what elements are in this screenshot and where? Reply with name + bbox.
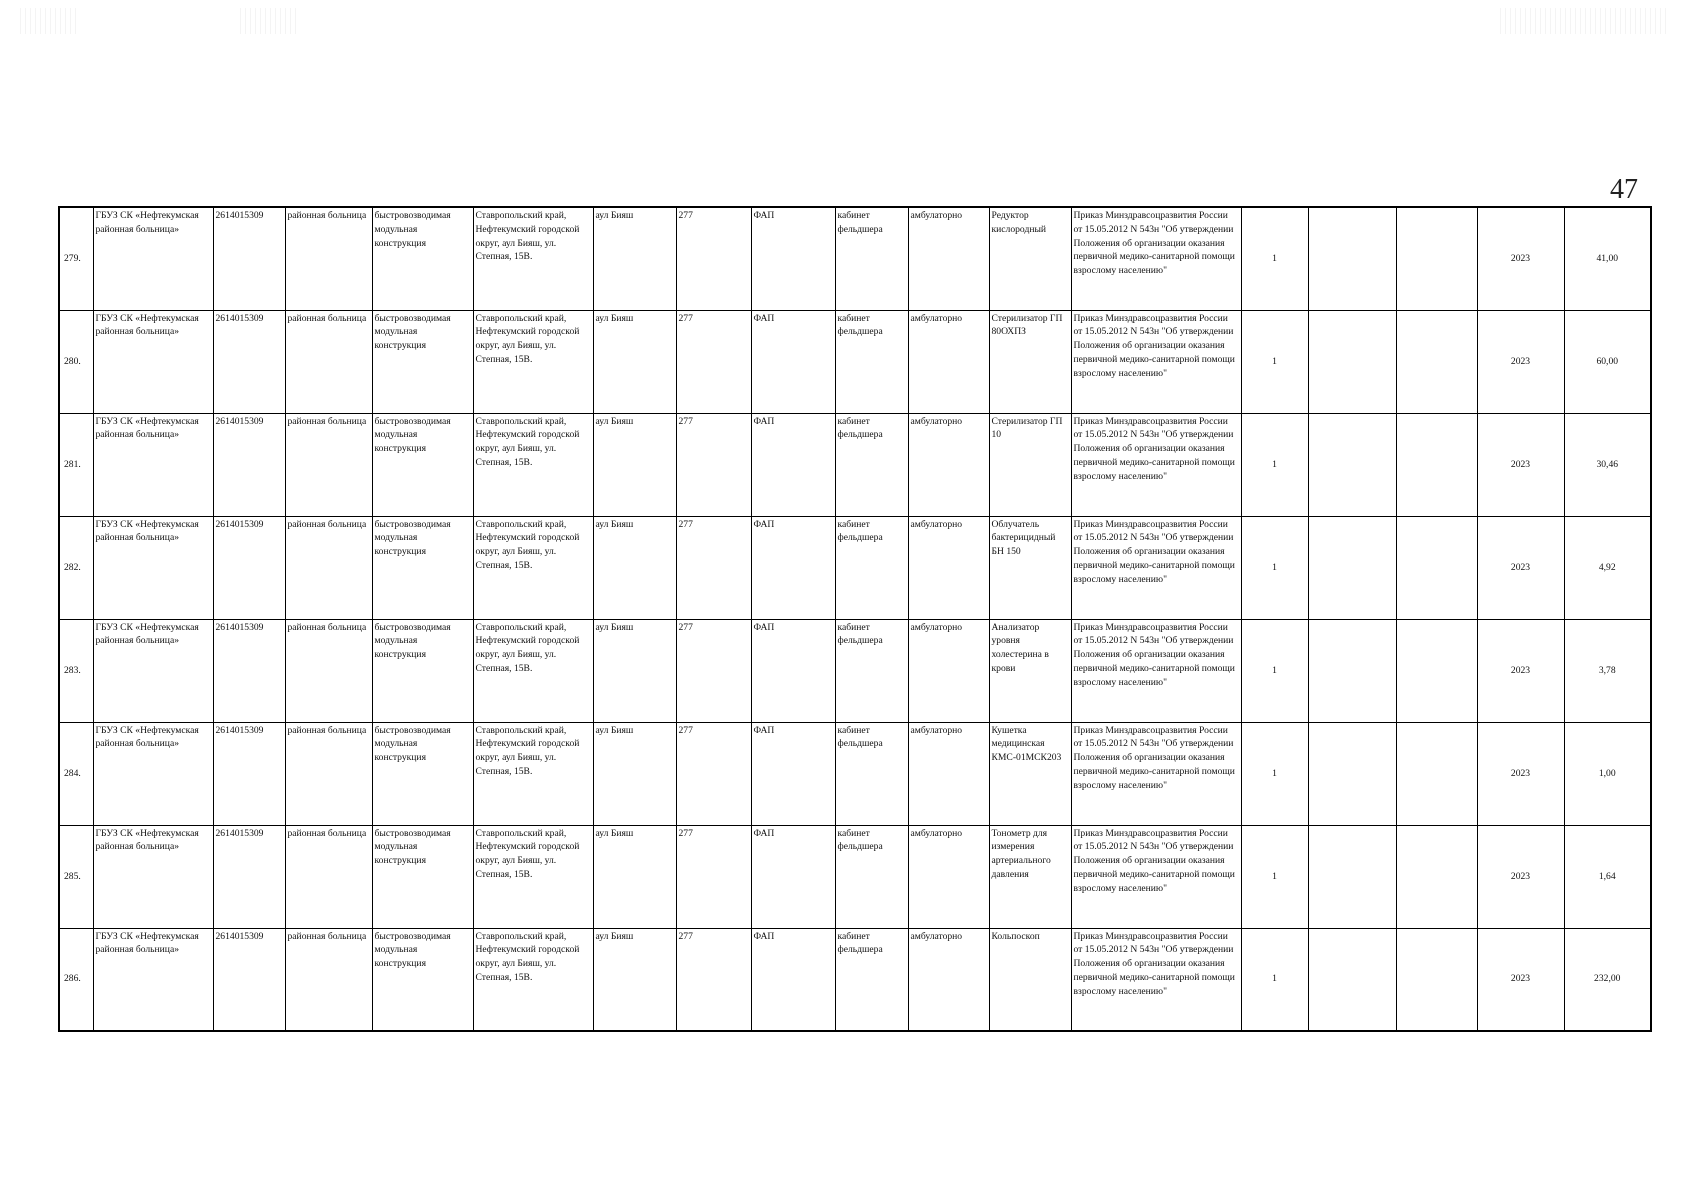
organization-name: ГБУЗ СК «Нефтекумская районная больница»: [93, 928, 213, 1031]
organization-name: ГБУЗ СК «Нефтекумская районная больница»: [93, 619, 213, 722]
empty-cell: [1308, 516, 1396, 619]
unit-type: ФАП: [751, 928, 835, 1031]
address: Ставропольский край, Нефтекумский городской округ, аул Бияш, ул. Степная, 15В.: [473, 516, 593, 619]
unit-type: ФАП: [751, 825, 835, 928]
unit-type: ФАП: [751, 516, 835, 619]
room: кабинет фельдшера: [835, 928, 908, 1031]
scan-artifact: [240, 8, 300, 34]
row-number: 284.: [59, 722, 93, 825]
table-row: [59, 310, 1651, 413]
regulatory-order: Приказ Минздравсоцразвития России от 15.05.2012 N 543н "Об утверждении Положения об организации оказания первичной медико-санитарной помощи взрослому населению": [1071, 722, 1241, 825]
care-form: амбулаторно: [908, 516, 989, 619]
empty-cell: [1396, 928, 1477, 1031]
population: 277: [676, 413, 751, 516]
quantity: 1: [1241, 825, 1308, 928]
inn-code: 2614015309: [213, 516, 285, 619]
care-form: амбулаторно: [908, 825, 989, 928]
settlement: аул Бияш: [593, 516, 676, 619]
empty-cell: [1396, 619, 1477, 722]
organization-name: ГБУЗ СК «Нефтекумская районная больница»: [93, 825, 213, 928]
settlement: аул Бияш: [593, 619, 676, 722]
address: Ставропольский край, Нефтекумский городской округ, аул Бияш, ул. Степная, 15В.: [473, 310, 593, 413]
year: 2023: [1477, 825, 1564, 928]
unit-type: ФАП: [751, 207, 835, 310]
equipment-name: Анализатор уровня холестерина в крови: [989, 619, 1071, 722]
equipment-name: Кушетка медицинская КМС-01МСК203: [989, 722, 1071, 825]
table-row: [59, 825, 1651, 928]
scan-artifact: [1500, 8, 1670, 34]
year: 2023: [1477, 516, 1564, 619]
empty-cell: [1396, 825, 1477, 928]
inn-code: 2614015309: [213, 413, 285, 516]
cost: 60,00: [1564, 310, 1651, 413]
quantity: 1: [1241, 516, 1308, 619]
empty-cell: [1396, 310, 1477, 413]
table-body: [59, 207, 1651, 1031]
registry-table: [58, 206, 1652, 1032]
address: Ставропольский край, Нефтекумский городской округ, аул Бияш, ул. Степная, 15В.: [473, 928, 593, 1031]
address: Ставропольский край, Нефтекумский городской округ, аул Бияш, ул. Степная, 15В.: [473, 619, 593, 722]
population: 277: [676, 310, 751, 413]
regulatory-order: Приказ Минздравсоцразвития России от 15.05.2012 N 543н "Об утверждении Положения об организации оказания первичной медико-санитарной помощи взрослому населению": [1071, 825, 1241, 928]
row-number: 279.: [59, 207, 93, 310]
year: 2023: [1477, 207, 1564, 310]
care-form: амбулаторно: [908, 207, 989, 310]
row-number: 282.: [59, 516, 93, 619]
quantity: 1: [1241, 413, 1308, 516]
structure-type: быстровозводимая модульная конструкция: [372, 310, 473, 413]
institution-type: районная больница: [285, 722, 372, 825]
empty-cell: [1308, 825, 1396, 928]
row-number: 281.: [59, 413, 93, 516]
empty-cell: [1308, 413, 1396, 516]
settlement: аул Бияш: [593, 928, 676, 1031]
empty-cell: [1396, 413, 1477, 516]
equipment-name: Облучатель бактерицидный БН 150: [989, 516, 1071, 619]
settlement: аул Бияш: [593, 413, 676, 516]
care-form: амбулаторно: [908, 928, 989, 1031]
population: 277: [676, 722, 751, 825]
table-row: [59, 207, 1651, 310]
organization-name: ГБУЗ СК «Нефтекумская районная больница»: [93, 310, 213, 413]
structure-type: быстровозводимая модульная конструкция: [372, 825, 473, 928]
scan-artifact: [20, 8, 80, 34]
inn-code: 2614015309: [213, 722, 285, 825]
settlement: аул Бияш: [593, 825, 676, 928]
empty-cell: [1308, 928, 1396, 1031]
structure-type: быстровозводимая модульная конструкция: [372, 619, 473, 722]
address: Ставропольский край, Нефтекумский городской округ, аул Бияш, ул. Степная, 15В.: [473, 825, 593, 928]
equipment-name: Кольпоскоп: [989, 928, 1071, 1031]
year: 2023: [1477, 619, 1564, 722]
care-form: амбулаторно: [908, 722, 989, 825]
address: Ставропольский край, Нефтекумский городской округ, аул Бияш, ул. Степная, 15В.: [473, 413, 593, 516]
settlement: аул Бияш: [593, 310, 676, 413]
organization-name: ГБУЗ СК «Нефтекумская районная больница»: [93, 413, 213, 516]
empty-cell: [1308, 207, 1396, 310]
structure-type: быстровозводимая модульная конструкция: [372, 722, 473, 825]
empty-cell: [1308, 310, 1396, 413]
cost: 4,92: [1564, 516, 1651, 619]
row-number: 280.: [59, 310, 93, 413]
empty-cell: [1396, 516, 1477, 619]
care-form: амбулаторно: [908, 619, 989, 722]
institution-type: районная больница: [285, 825, 372, 928]
institution-type: районная больница: [285, 310, 372, 413]
room: кабинет фельдшера: [835, 619, 908, 722]
care-form: амбулаторно: [908, 413, 989, 516]
organization-name: ГБУЗ СК «Нефтекумская районная больница»: [93, 722, 213, 825]
quantity: 1: [1241, 310, 1308, 413]
equipment-name: Редуктор кислородный: [989, 207, 1071, 310]
cost: 3,78: [1564, 619, 1651, 722]
empty-cell: [1396, 722, 1477, 825]
row-number: 285.: [59, 825, 93, 928]
address: Ставропольский край, Нефтекумский городской округ, аул Бияш, ул. Степная, 15В.: [473, 207, 593, 310]
regulatory-order: Приказ Минздравсоцразвития России от 15.05.2012 N 543н "Об утверждении Положения об организации оказания первичной медико-санитарной помощи взрослому населению": [1071, 413, 1241, 516]
table-row: [59, 928, 1651, 1031]
unit-type: ФАП: [751, 310, 835, 413]
room: кабинет фельдшера: [835, 207, 908, 310]
structure-type: быстровозводимая модульная конструкция: [372, 413, 473, 516]
regulatory-order: Приказ Минздравсоцразвития России от 15.05.2012 N 543н "Об утверждении Положения об организации оказания первичной медико-санитарной помощи взрослому населению": [1071, 928, 1241, 1031]
population: 277: [676, 825, 751, 928]
structure-type: быстровозводимая модульная конструкция: [372, 516, 473, 619]
row-number: 283.: [59, 619, 93, 722]
regulatory-order: Приказ Минздравсоцразвития России от 15.05.2012 N 543н "Об утверждении Положения об организации оказания первичной медико-санитарной помощи взрослому населению": [1071, 310, 1241, 413]
quantity: 1: [1241, 207, 1308, 310]
equipment-name: Тонометр для измерения артериального давления: [989, 825, 1071, 928]
table-row: [59, 722, 1651, 825]
institution-type: районная больница: [285, 207, 372, 310]
room: кабинет фельдшера: [835, 722, 908, 825]
regulatory-order: Приказ Минздравсоцразвития России от 15.05.2012 N 543н "Об утверждении Положения об организации оказания первичной медико-санитарной помощи взрослому населению": [1071, 619, 1241, 722]
regulatory-order: Приказ Минздравсоцразвития России от 15.05.2012 N 543н "Об утверждении Положения об организации оказания первичной медико-санитарной помощи взрослому населению": [1071, 516, 1241, 619]
cost: 1,00: [1564, 722, 1651, 825]
inn-code: 2614015309: [213, 825, 285, 928]
table-row: [59, 413, 1651, 516]
year: 2023: [1477, 310, 1564, 413]
settlement: аул Бияш: [593, 207, 676, 310]
room: кабинет фельдшера: [835, 516, 908, 619]
year: 2023: [1477, 413, 1564, 516]
cost: 41,00: [1564, 207, 1651, 310]
population: 277: [676, 928, 751, 1031]
settlement: аул Бияш: [593, 722, 676, 825]
quantity: 1: [1241, 928, 1308, 1031]
institution-type: районная больница: [285, 928, 372, 1031]
population: 277: [676, 619, 751, 722]
inn-code: 2614015309: [213, 207, 285, 310]
population: 277: [676, 207, 751, 310]
inn-code: 2614015309: [213, 928, 285, 1031]
organization-name: ГБУЗ СК «Нефтекумская районная больница»: [93, 516, 213, 619]
unit-type: ФАП: [751, 722, 835, 825]
inn-code: 2614015309: [213, 619, 285, 722]
equipment-name: Стерилизатор ГП 10: [989, 413, 1071, 516]
year: 2023: [1477, 928, 1564, 1031]
population: 277: [676, 516, 751, 619]
room: кабинет фельдшера: [835, 310, 908, 413]
cost: 1,64: [1564, 825, 1651, 928]
inn-code: 2614015309: [213, 310, 285, 413]
institution-type: районная больница: [285, 413, 372, 516]
institution-type: районная больница: [285, 619, 372, 722]
table-row: [59, 516, 1651, 619]
regulatory-order: Приказ Минздравсоцразвития России от 15.05.2012 N 543н "Об утверждении Положения об организации оказания первичной медико-санитарной помощи взрослому населению": [1071, 207, 1241, 310]
equipment-name: Стерилизатор ГП 80ОХПЗ: [989, 310, 1071, 413]
structure-type: быстровозводимая модульная конструкция: [372, 207, 473, 310]
empty-cell: [1396, 207, 1477, 310]
address: Ставропольский край, Нефтекумский городской округ, аул Бияш, ул. Степная, 15В.: [473, 722, 593, 825]
cost: 30,46: [1564, 413, 1651, 516]
room: кабинет фельдшера: [835, 825, 908, 928]
empty-cell: [1308, 722, 1396, 825]
organization-name: ГБУЗ СК «Нефтекумская районная больница»: [93, 207, 213, 310]
quantity: 1: [1241, 619, 1308, 722]
page-number: 47: [1610, 174, 1638, 205]
quantity: 1: [1241, 722, 1308, 825]
unit-type: ФАП: [751, 413, 835, 516]
care-form: амбулаторно: [908, 310, 989, 413]
empty-cell: [1308, 619, 1396, 722]
institution-type: районная больница: [285, 516, 372, 619]
table-row: [59, 619, 1651, 722]
cost: 232,00: [1564, 928, 1651, 1031]
structure-type: быстровозводимая модульная конструкция: [372, 928, 473, 1031]
unit-type: ФАП: [751, 619, 835, 722]
year: 2023: [1477, 722, 1564, 825]
room: кабинет фельдшера: [835, 413, 908, 516]
row-number: 286.: [59, 928, 93, 1031]
